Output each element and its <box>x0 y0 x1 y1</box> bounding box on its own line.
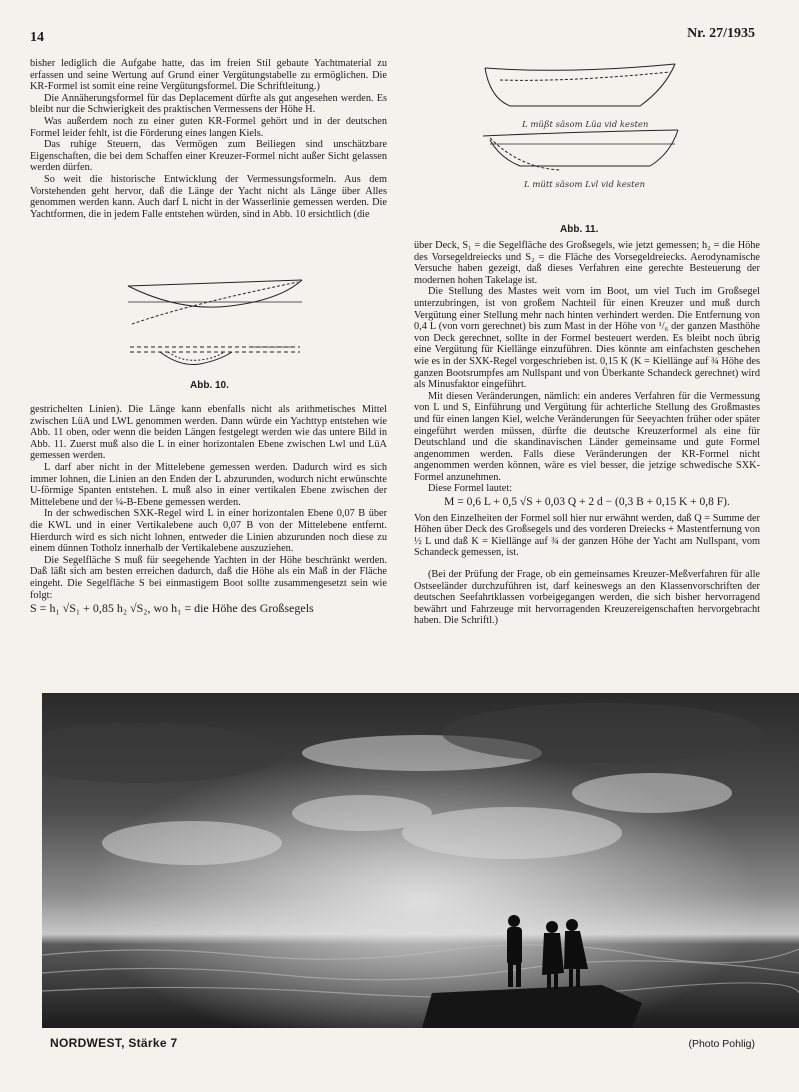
paragraph: bisher lediglich die Aufgabe hatte, das im freien Stil gebaute Yachtmaterial zu erfassen und seine Wertung auf Grund einer Vergütungstabelle zu ermöglichen. Die KR-Formel ist somit eine reine Vergütungsformel. Die Schriftleitung.) <box>30 58 387 93</box>
paragraph: Mit diesen Veränderungen, nämlich: ein anderes Verfahren für die Vermessung von L und S, Einführung und Vergütung für achterliche Stellung des Großmastes und für einen langen Kiel, welche Veränderungen für Seeyachten früher oder später eingeführt werden müssen, dürfte die deutsche Kreuzerformel als eine für Deutschland und die skandinavischen Länder gemeinsame und gute Formel angenommen werden. Falls diese Veränderungen der KR-Formel nicht angenommen werden können, wäre es viel besser, die jetzige schwedische SXK-Formel anzunehmen. <box>414 390 760 483</box>
photo-caption: NORDWEST, Stärke 7 <box>50 1036 178 1050</box>
paragraph: Die Segelfläche S muß für seegehende Yachten in der Höhe beschränkt werden. Daß läßt sich am besten erreichen dadurch, daß die Höhe als ein Maß in der Fläche eingeht. Die Segelfläche S bei einmastigem Boot sollte zusammengesetzt sein wie folgt: <box>30 554 387 601</box>
paragraph: über Deck, S₁ = die Segelfläche des Großsegels, wie jetzt gemessen; h₂ = die Höhe des Vorsegeldreiecks und S₂ = die Fläche des Vorsegeldreiecks. Aerodynamische Versuche haben gezeigt, daß dieses Verfahren eine gerechte Besteuerung der modernen hohen Takelage ist. <box>414 240 760 286</box>
left-column-bottom <box>30 404 387 615</box>
figure-11-caption: Abb. 11. <box>560 224 599 235</box>
paragraph: Die Stellung des Mastes weit vorn im Boot, um viel Tuch im Großsegel unterzubringen, ist von großem Nachteil für einen Kreuzer und muß durch Vergütung einer Stellung mehr nach hinten verhindert werden. Die Entfernung von 0,4 L (von vorn gerechnet) bis zum Mast in der Höhe von ¹/₆ der ganzen Masthöhe von Deck gerechnet, sollte in der Formel besteuert werden. Es bleibt noch übrig eine Vergütung für Kiellänge einzuführen. Dies könnte am einfachsten geschehen wie es in der SXK-Regel vorgeschrieben ist. 0,15 K (K = Kiellänge auf ¾ Höhe des ganzen Bootsrumpfes am Nullspant und von Überkante Schandeck gerechnet) wird als Minusfaktor eingeführt. <box>414 286 760 391</box>
page-number: 14 <box>30 30 44 45</box>
figure-10-caption: Abb. 10. <box>190 380 229 391</box>
paragraph: Die Annäherungsformel für das Deplacement dürfte als gut angesehen werden. Es bleibt nur die Schwierigkeit des praktischen Vermessens der Höhe H. <box>30 92 387 116</box>
paragraph: Was außerdem noch zu einer guten KR-Formel gehört und in der deutschen Formel leider fehlt, ist die Förderung eines langen Kiels. <box>30 115 387 139</box>
paragraph: Diese Formel lautet: <box>428 483 513 495</box>
paragraph: gestrichelten Linien). Die Länge kann ebenfalls nicht als arithmetisches Mittel zwischen LüA und LWL genommen werden. Dann würde ein Yachttyp entstehen wie Abb. 11 oben, oder wenn die beiden Längen festgelegt werden wie das untere Bild in Abb. 11. Zuerst muß also die L in einer horizontalen Ebene zwischen Lwl und LüA gemessen werden. <box>30 404 387 462</box>
sea-photo <box>42 693 799 1028</box>
figure-10-hull-diagram <box>120 272 310 372</box>
sail-area-formula: S = h₁ √S₁ + 0,85 h₂ √S₂, wo h₁ = die Höhe des Großsegels <box>30 601 314 616</box>
paragraph: Das ruhige Steuern, das Vermögen zum Beiliegen sind unschätzbare Eigenschaften, die bei dem Schaffen einer Kreuzer-Formel nicht außer Sicht gelassen werden dürfen. <box>30 139 387 174</box>
paragraph: In der schwedischen SXK-Regel wird L in einer horizontalen Ebene 0,07 B über die KWL und in einer Vertikalebene auch 0,07 B von der Mittelebene entfernt. Hierdurch wird es sich nicht lohnen, entweder die Linien abzurunden noch diese zu einem dünnen Totholz innerhalb der Vertikalebene auszuziehen. <box>30 508 387 555</box>
paragraph: L darf aber nicht in der Mittelebene gemessen werden. Dadurch wird es sich immer lohnen, die Linien an den Enden der L abzurunden, wodurch nicht erwünschte U-förmige Spanten entstehen. L muß also in einer vertikalen Ebene zwischen der Mittelebene und der ¼-B-Ebene gemessen werden. <box>30 461 387 508</box>
left-column-top <box>30 58 387 220</box>
right-column <box>414 240 760 627</box>
issue-number: Nr. 27/1935 <box>687 26 755 41</box>
sxk-formula: M = 0,6 L + 0,5 √S + 0,03 Q + 2 d − (0,3 B + 0,15 K + 0,8 F). <box>444 496 730 509</box>
figure-11-note-top: L müßt säsom Lüa vid kesten <box>522 120 649 130</box>
editor-note: (Bei der Prüfung der Frage, ob ein gemeinsames Kreuzer-Meßverfahren für alle Ostseeländer durchzuführen ist, darf keineswegs an den Klassenvorschriften der deutschen Seefahrtklassen vorbeigegangen werden, die sich bisher hervorragend bewährt und Fahrzeuge mit hervorragenden Kreuzereigenschaften hervorgebracht haben. Die Schriftl.) <box>414 569 760 627</box>
figure-11-note-bottom: L mütt säsom Lvl vid kesten <box>524 180 646 190</box>
photo-credit: (Photo Pohlig) <box>688 1038 755 1050</box>
paragraph: So weit die historische Entwicklung der Vermessungsformeln. Aus dem Vorstehenden geht hervor, daß die Länge der Yacht nicht als Länge über Alles genommen werden kann. Auch darf L nicht in der Wasserlinie gemessen werden. Die Yachtformen, die in jedem Falle entstehen würden, sind in Abb. 10 ersichtlich (die <box>30 173 387 220</box>
paragraph: Von den Einzelheiten der Formel soll hier nur erwähnt werden, daß Q = Summe der Höhen über Deck des Großsegels und des vorderen Dreiecks + Mastentfernung von ½ L und daß K = Kiellänge auf ¾ der ganzen Höhe der Yacht am Nullspant, vom Schandeck gemessen, ist. <box>414 512 760 559</box>
